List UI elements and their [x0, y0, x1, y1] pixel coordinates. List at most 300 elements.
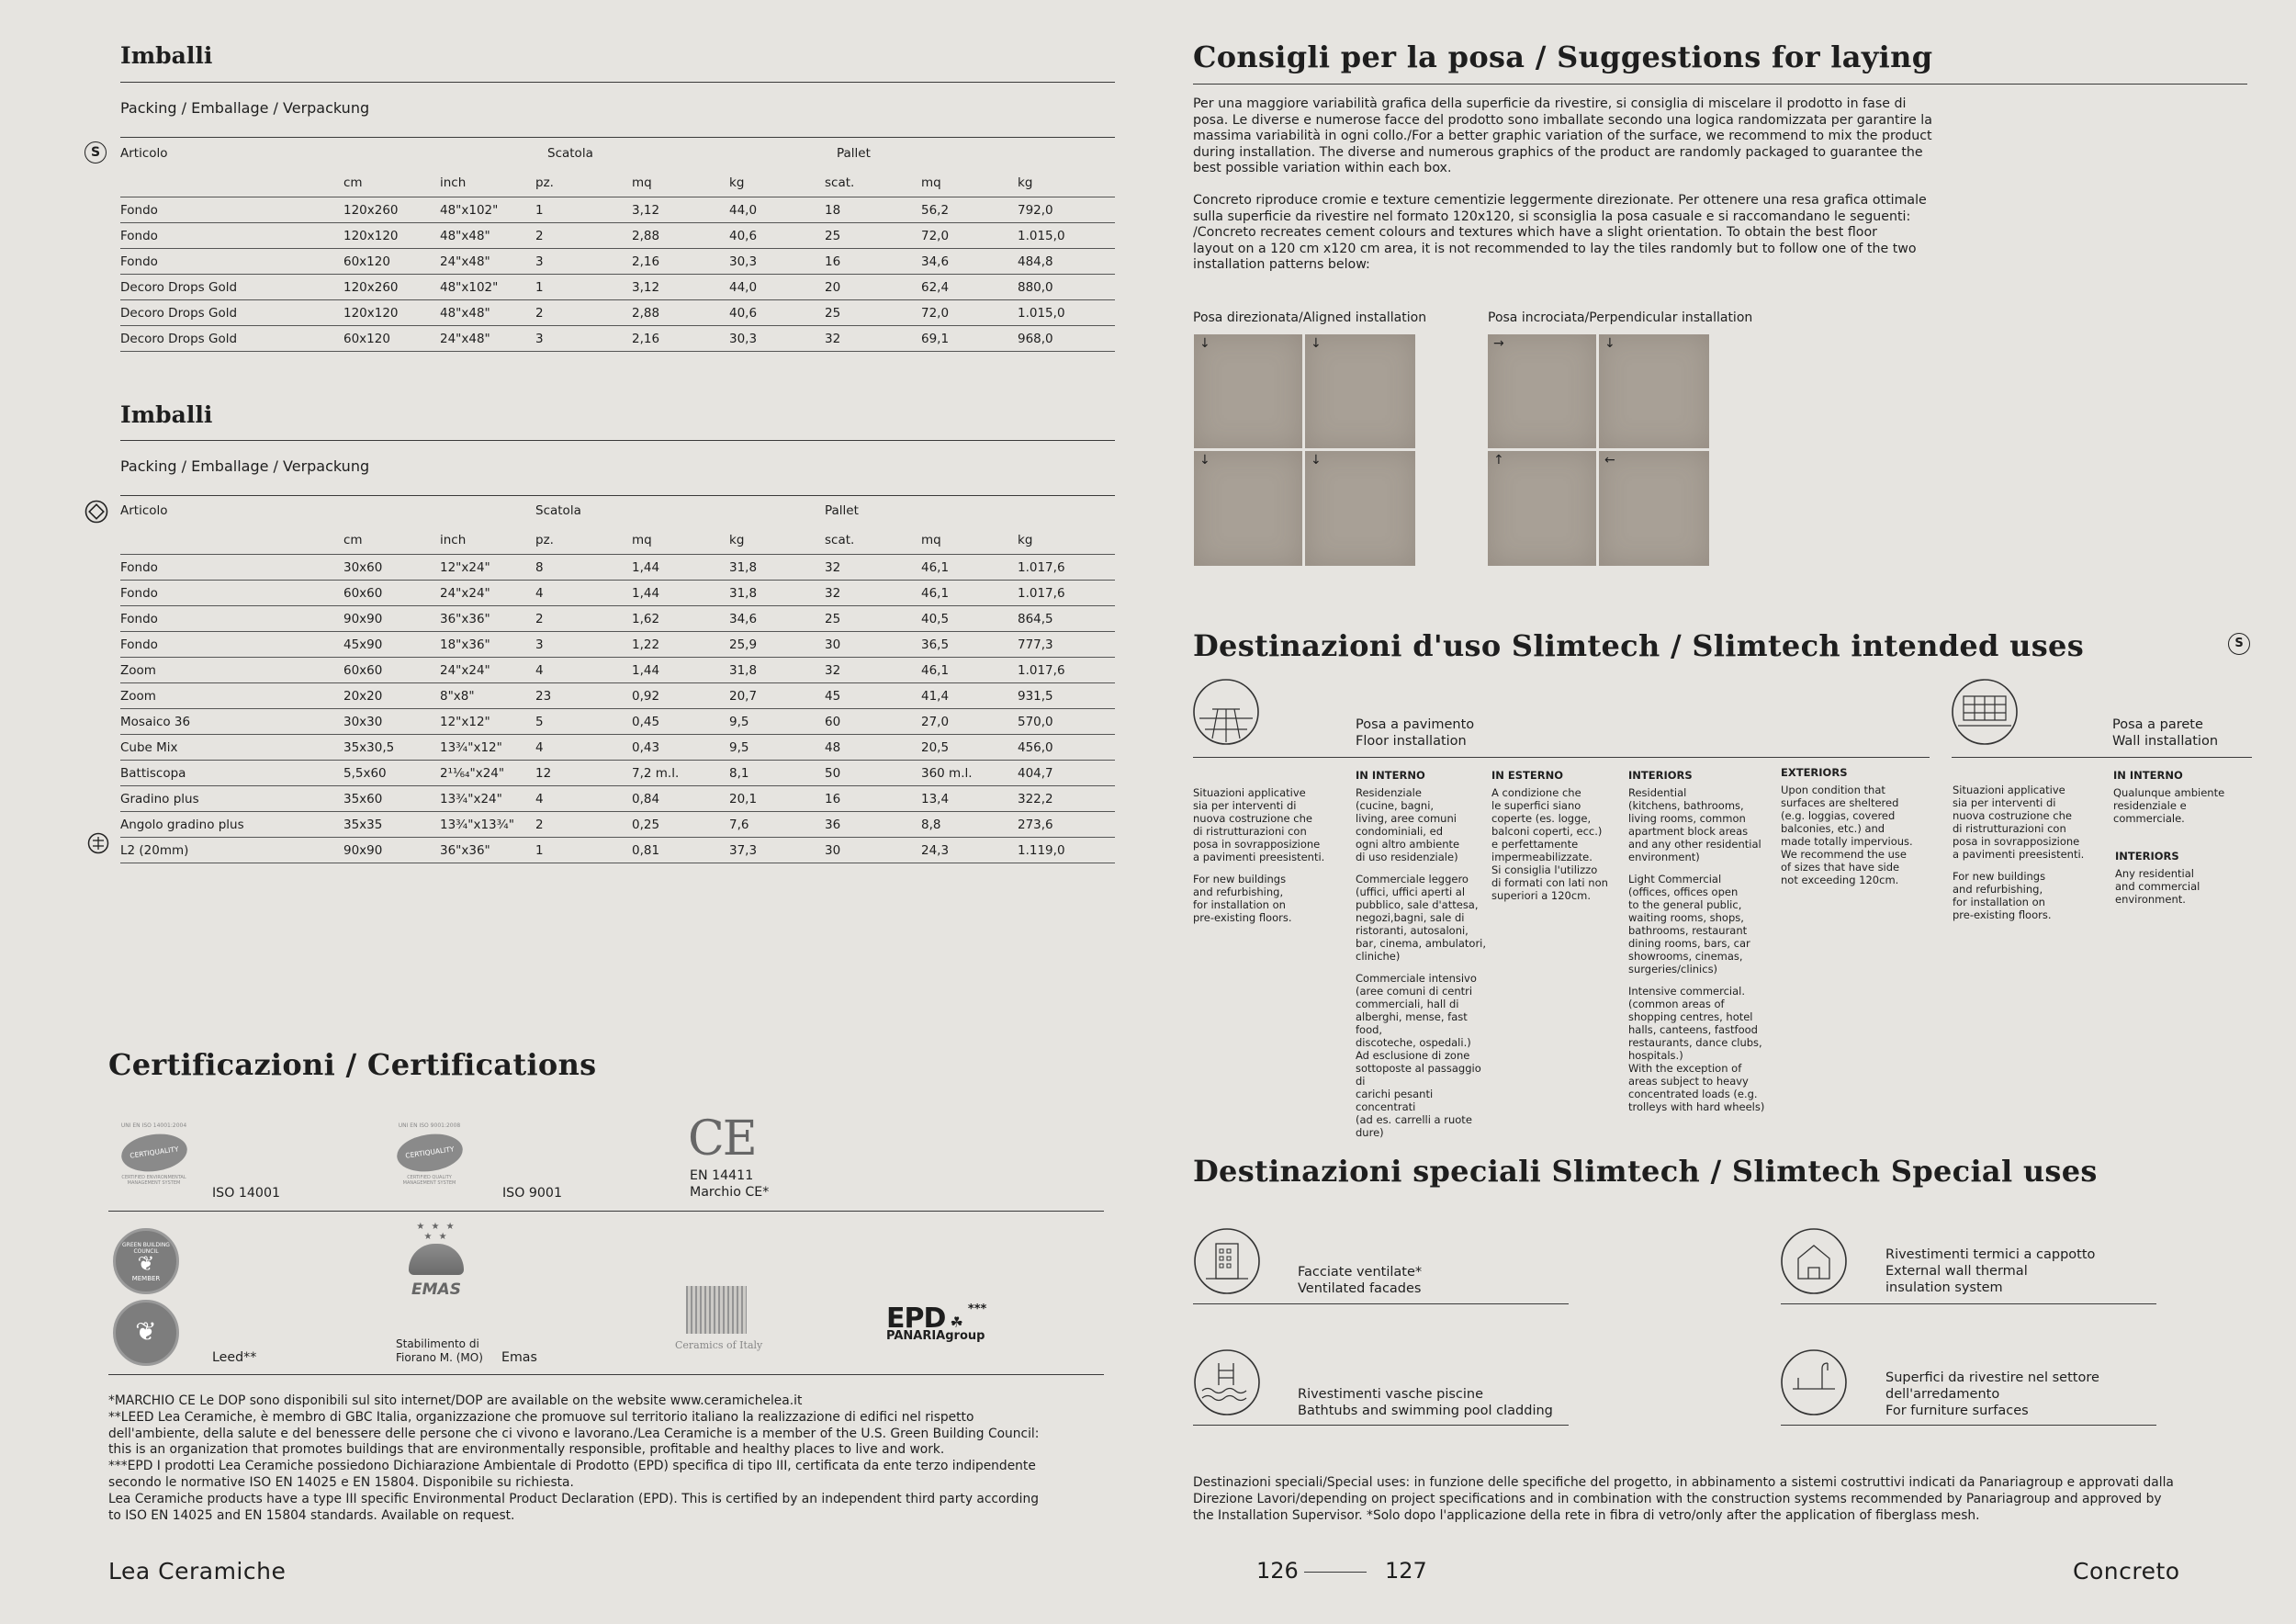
- note-line: Direzione Lavori/depending on project specifications and in combination with the construction systems recommended by Panariagroup and approved by: [1193, 1491, 2162, 1506]
- cell-value: 40,6: [729, 300, 825, 326]
- certiquality-logo-9001: UNI EN ISO 9001:2008 CERTIQUALITY CERTIFIED QUALITY MANAGEMENT SYSTEM: [386, 1122, 473, 1186]
- label-line: For furniture surfaces: [1885, 1404, 2029, 1418]
- text-line: made totally impervious.: [1781, 835, 1913, 848]
- divider: [120, 440, 1115, 441]
- text-line: [1356, 963, 1493, 972]
- diamond-circle-icon: [84, 500, 108, 524]
- text-line: di ristrutturazioni con: [1193, 825, 1307, 838]
- cell-value: 13¾"x13¾": [440, 812, 535, 838]
- text-line: commerciali, hall di: [1356, 998, 1459, 1010]
- text-line: bar, cinema, ambulatori,: [1356, 937, 1487, 950]
- text-line: Intensive commercial.: [1628, 985, 1746, 998]
- cell-value: 60x120: [343, 249, 440, 275]
- certifications-title: Certificazioni / Certifications: [108, 1047, 597, 1082]
- text-line: nuova costruzione che: [1953, 809, 2072, 822]
- laying-title: Consigli per la posa / Suggestions for laying: [1193, 39, 1933, 74]
- col-heading: INTERIORS: [2115, 850, 2179, 863]
- cell-value: 45: [825, 683, 921, 709]
- cell-value: 60x60: [343, 658, 440, 683]
- text-line: and any other residential: [1628, 838, 1761, 851]
- cell-value: 404,7: [1018, 761, 1115, 786]
- paragraph-line: installation patterns below:: [1193, 257, 1370, 272]
- article-name: Battiscopa: [120, 761, 343, 786]
- article-name: Zoom: [120, 658, 343, 683]
- text-line: surgeries/clinics): [1628, 963, 1718, 976]
- cell-value: 18: [825, 197, 921, 223]
- uses-col-in-interno: [1356, 769, 1493, 1139]
- text-line: and refurbishing,: [1953, 883, 2043, 896]
- cell-value: 46,1: [921, 658, 1018, 683]
- table-row: [120, 275, 1115, 300]
- paragraph-line: during installation. The diverse and numerous graphics of the product are randomly packaged to guarantee the: [1193, 144, 1923, 160]
- text-line: cliniche): [1356, 950, 1401, 963]
- cell-value: 0,45: [632, 709, 729, 735]
- logo-caption: UNI EN ISO 9001:2008: [398, 1122, 461, 1129]
- cell-value: 1,44: [632, 555, 729, 581]
- iso14001-label: ISO 14001: [212, 1186, 280, 1201]
- text-line: carichi pesanti concentrati: [1356, 1088, 1434, 1113]
- text-line: Commerciale intensivo: [1356, 972, 1477, 985]
- cell-value: 484,8: [1018, 249, 1115, 275]
- cell-value: 30: [825, 632, 921, 658]
- article-name: Decoro Drops Gold: [120, 275, 343, 300]
- laying-paragraph-2: [1193, 193, 1983, 274]
- text-line: We recommend the use: [1781, 848, 1907, 861]
- cell-value: 30: [825, 838, 921, 863]
- text-line: alberghi, mense, fast food,: [1356, 1010, 1468, 1036]
- table-row: [120, 761, 1115, 786]
- arrow-down-icon: ↓: [1199, 336, 1210, 351]
- text-line: [1628, 976, 1775, 985]
- packing-table-2: [120, 495, 1115, 863]
- col-heading: EXTERIORS: [1781, 766, 1848, 779]
- packing-table-1: [120, 138, 1115, 352]
- text-line: trolleys with hard wheels): [1628, 1100, 1765, 1113]
- cell-value: 120x260: [343, 275, 440, 300]
- article-name: Fondo: [120, 555, 343, 581]
- brand-footer: Lea Ceramiche: [108, 1558, 287, 1585]
- label-line: Posa a pavimento: [1356, 717, 1475, 732]
- cell-value: 880,0: [1018, 275, 1115, 300]
- cell-value: 0,81: [632, 838, 729, 863]
- cell-value: 31,8: [729, 555, 825, 581]
- article-name: Fondo: [120, 197, 343, 223]
- cell-value: 1.017,6: [1018, 555, 1115, 581]
- wall-installation-icon: [1951, 678, 2019, 746]
- cell-value: 4: [535, 786, 632, 812]
- cell-value: 3: [535, 632, 632, 658]
- text-line: sia per interventi di: [1953, 796, 2056, 809]
- cell-value: 46,1: [921, 581, 1018, 606]
- table-row: [120, 223, 1115, 249]
- text-line: (kitchens, bathrooms,: [1628, 799, 1744, 812]
- article-name: Decoro Drops Gold: [120, 326, 343, 352]
- cell-value: 0,43: [632, 735, 729, 761]
- article-name: Fondo: [120, 606, 343, 632]
- divider: [1781, 1425, 2156, 1426]
- cell-value: 0,25: [632, 812, 729, 838]
- cell-value: 120x120: [343, 223, 440, 249]
- cell-value: 0,92: [632, 683, 729, 709]
- text-line: balconies, etc.) and: [1781, 822, 1885, 835]
- page-divider: [1304, 1572, 1367, 1573]
- gbc-member-logo: GREEN BUILDING COUNCIL ❦ MEMBER: [113, 1228, 179, 1294]
- slimtech-s-icon: S: [2228, 633, 2250, 655]
- cell-value: 56,2: [921, 197, 1018, 223]
- unit-label: kg: [729, 533, 745, 547]
- text-line: living rooms, common: [1628, 812, 1746, 825]
- divider: [120, 82, 1115, 83]
- cell-value: 48"x102": [440, 275, 535, 300]
- emas-label: Emas: [501, 1350, 537, 1365]
- cell-value: 24"x24": [440, 658, 535, 683]
- label-line: insulation system: [1885, 1280, 2003, 1295]
- cell-value: 5,5x60: [343, 761, 440, 786]
- unit-label: kg: [729, 175, 745, 190]
- epd-stars: ***: [967, 1303, 987, 1316]
- text-line: [1953, 861, 2099, 870]
- packing-title-1: Imballi: [120, 42, 213, 69]
- article-name: Fondo: [120, 249, 343, 275]
- cell-value: 570,0: [1018, 709, 1115, 735]
- cell-value: 13¾"x24": [440, 786, 535, 812]
- arrow-down-icon: ↓: [1311, 453, 1322, 468]
- label-line: Ventilated facades: [1298, 1281, 1422, 1296]
- tile-aligned-2: [1305, 334, 1415, 448]
- text-line: [1193, 863, 1340, 873]
- cell-value: 32: [825, 581, 921, 606]
- text-line: Light Commercial: [1628, 873, 1722, 885]
- tile-perp-2: [1599, 334, 1709, 448]
- collection-name: Concreto: [2073, 1558, 2180, 1585]
- cell-value: 90x90: [343, 838, 440, 863]
- cell-value: 13,4: [921, 786, 1018, 812]
- divider: [1193, 1425, 1569, 1426]
- cell-value: 931,5: [1018, 683, 1115, 709]
- text-line: hospitals.): [1628, 1049, 1683, 1062]
- floor-installation-icon: [1192, 678, 1260, 746]
- cell-value: 2,88: [632, 300, 729, 326]
- table-row: [120, 658, 1115, 683]
- gbc-italia-logo: ❦: [113, 1300, 179, 1366]
- cell-value: 7,2 m.l.: [632, 761, 729, 786]
- uses-col-exteriors: [1781, 766, 1928, 886]
- label-line: Wall installation: [2112, 734, 2219, 749]
- cell-value: 50: [825, 761, 921, 786]
- table-row: [120, 555, 1115, 581]
- text-line: posa in sovrapposizione: [1193, 838, 1321, 851]
- unit-label: mq: [632, 175, 652, 190]
- cell-value: 792,0: [1018, 197, 1115, 223]
- text-line: For new buildings: [1953, 870, 2046, 883]
- cell-value: 13¾"x12": [440, 735, 535, 761]
- arrow-down-icon: ↓: [1311, 336, 1322, 351]
- cell-value: 864,5: [1018, 606, 1115, 632]
- col-articolo: Articolo: [120, 503, 168, 518]
- floor-installation-label: [1356, 716, 1474, 750]
- text-line: dining rooms, bars, car: [1628, 937, 1750, 950]
- text-line: Situazioni applicative: [1953, 784, 2065, 796]
- page-number-left: 126: [1256, 1558, 1299, 1584]
- paragraph-line: posa. Le diverse e numerose facce del prodotto sono imballate secondo una logica randomizzata per garantire la: [1193, 112, 1932, 128]
- cell-value: 30x30: [343, 709, 440, 735]
- cell-value: 5: [535, 709, 632, 735]
- en14411-label: EN 14411: [690, 1168, 754, 1183]
- cell-value: 25: [825, 223, 921, 249]
- cell-value: 456,0: [1018, 735, 1115, 761]
- text-line: environment.: [2115, 893, 2186, 906]
- stabilimento-line: Stabilimento di: [396, 1337, 479, 1350]
- text-line: condominiali, ed: [1356, 825, 1443, 838]
- cell-value: 360 m.l.: [921, 761, 1018, 786]
- text-line: pre-existing floors.: [1193, 911, 1292, 924]
- cell-value: 1,62: [632, 606, 729, 632]
- divider: [1193, 1303, 1569, 1304]
- cell-value: 1: [535, 838, 632, 863]
- label-line: External wall thermal: [1885, 1264, 2028, 1279]
- text-line: Residenziale: [1356, 786, 1422, 799]
- cell-value: 90x90: [343, 606, 440, 632]
- footnote-line: this is an organization that promotes buildings that are environmentally responsible, profitable and healthy places to live and work.: [108, 1442, 945, 1458]
- label-line: Posa a parete: [2112, 717, 2203, 732]
- uses-col-floor-general: [1193, 786, 1340, 924]
- cell-value: 1.015,0: [1018, 300, 1115, 326]
- text-line: posa in sovrapposizione: [1953, 835, 2080, 848]
- cell-value: 27,0: [921, 709, 1018, 735]
- text-line: discoteche, ospedali.): [1356, 1036, 1471, 1049]
- col-heading: INTERIORS: [1628, 769, 1693, 782]
- col-heading: IN INTERNO: [2113, 769, 2183, 782]
- cell-value: 62,4: [921, 275, 1018, 300]
- cell-value: 8,8: [921, 812, 1018, 838]
- page-number-right: 127: [1385, 1558, 1427, 1584]
- article-name: Gradino plus: [120, 786, 343, 812]
- arrow-down-icon: ↓: [1604, 336, 1615, 351]
- cell-value: 25: [825, 300, 921, 326]
- logo-caption: EMAS: [411, 1280, 461, 1299]
- article-name: Angolo gradino plus: [120, 812, 343, 838]
- label-line: dell'arredamento: [1885, 1387, 2000, 1402]
- footnote-line: secondo le normative ISO EN 14025 e EN 15804. Disponibile su richiesta.: [108, 1474, 574, 1490]
- cell-value: 35x35: [343, 812, 440, 838]
- furniture-surface-icon: [1780, 1348, 1848, 1416]
- cell-value: 45x90: [343, 632, 440, 658]
- leed-label: Leed**: [212, 1350, 257, 1365]
- cell-value: 1.119,0: [1018, 838, 1115, 863]
- cell-value: 20,5: [921, 735, 1018, 761]
- text-line: living, aree comuni: [1356, 812, 1457, 825]
- furniture-surface-label: [1885, 1370, 2099, 1419]
- stabilimento-line: Fiorano M. (MO): [396, 1351, 483, 1364]
- cell-value: 34,6: [921, 249, 1018, 275]
- tile-perp-4: [1599, 451, 1709, 566]
- unit-label: pz.: [535, 533, 554, 547]
- cell-value: 25: [825, 606, 921, 632]
- thickness-icon: [87, 832, 109, 854]
- paragraph-line: Concreto riproduce cromie e texture cementizie leggermente direzionate. Per ottenere una resa grafica ottimale: [1193, 193, 1927, 208]
- table-row: [120, 326, 1115, 352]
- cell-value: 48"x102": [440, 197, 535, 223]
- cell-value: 12: [535, 761, 632, 786]
- cell-value: 120x120: [343, 300, 440, 326]
- cell-value: 40,6: [729, 223, 825, 249]
- cell-value: 2,16: [632, 326, 729, 352]
- logo-badge: CERTIQUALITY: [394, 1130, 465, 1176]
- label-line: Rivestimenti termici a cappotto: [1885, 1247, 2096, 1262]
- cell-value: 72,0: [921, 223, 1018, 249]
- table-row: [120, 249, 1115, 275]
- cell-value: 48"x48": [440, 300, 535, 326]
- uses-col-interiors: [1628, 769, 1775, 1113]
- text-line: nuova costruzione che: [1193, 812, 1312, 825]
- cell-value: 25,9: [729, 632, 825, 658]
- thermal-insulation-label: [1885, 1246, 2095, 1296]
- unit-label: mq: [632, 533, 652, 547]
- logo-caption: Ceramics of Italy: [675, 1339, 763, 1351]
- text-line: for installation on: [1953, 896, 2045, 908]
- divider: [108, 1211, 1104, 1212]
- col-heading: IN ESTERNO: [1491, 769, 1564, 782]
- cell-value: 24"x48": [440, 249, 535, 275]
- divider: [1781, 1303, 2156, 1304]
- cell-value: 4: [535, 735, 632, 761]
- text-line: (common areas of: [1628, 998, 1725, 1010]
- article-name: Fondo: [120, 581, 343, 606]
- cell-value: 24,3: [921, 838, 1018, 863]
- cell-value: 20,1: [729, 786, 825, 812]
- text-line: For new buildings: [1193, 873, 1287, 885]
- text-line: pre-existing floors.: [1953, 908, 2052, 921]
- cell-value: 37,3: [729, 838, 825, 863]
- text-line: pubblico, sale d'attesa,: [1356, 898, 1479, 911]
- stabilimento-label: [396, 1337, 483, 1365]
- arrow-down-icon: ↓: [1199, 453, 1210, 468]
- label-line: Facciate ventilate*: [1298, 1265, 1423, 1280]
- text-line: (ad es. carrelli a ruote dure): [1356, 1113, 1472, 1139]
- cell-value: 3: [535, 249, 632, 275]
- unit-label: cm: [343, 175, 363, 190]
- text-line: superiori a 120cm.: [1491, 889, 1592, 902]
- perpendicular-caption: Posa incrociata/Perpendicular installation: [1488, 310, 1753, 325]
- article-name: Zoom: [120, 683, 343, 709]
- footnote-line: **LEED Lea Ceramiche, è membro di GBC Italia, organizzazione che promuove sul territorio italiano la realizzazione di edifici nel rispetto: [108, 1409, 974, 1425]
- cell-value: 16: [825, 249, 921, 275]
- cell-value: 2,16: [632, 249, 729, 275]
- text-line: ogni altro ambiente: [1356, 838, 1460, 851]
- cell-value: 35x30,5: [343, 735, 440, 761]
- col-scatola: Scatola: [547, 146, 593, 161]
- text-line: commerciale.: [2113, 812, 2185, 825]
- cell-value: 36"x36": [440, 838, 535, 863]
- text-line: waiting rooms, shops,: [1628, 911, 1744, 924]
- text-line: (cucine, bagni,: [1356, 799, 1435, 812]
- cell-value: 8,1: [729, 761, 825, 786]
- table-row: [120, 812, 1115, 838]
- text-line: negozi,bagni, sale di: [1356, 911, 1465, 924]
- wall-installation-label: [2112, 716, 2218, 750]
- unit-label: inch: [440, 175, 467, 190]
- epd-panaria-logo: EPD ☘ *** PANARIAgroup: [886, 1303, 987, 1343]
- paragraph-line: /Concreto recreates cement colours and textures which have a slight orientation. To obtain the best floor: [1193, 225, 1877, 240]
- text-line: a pavimenti preesistenti.: [1953, 848, 2085, 861]
- text-line: coperte (es. logge,: [1491, 812, 1592, 825]
- article-name: Decoro Drops Gold: [120, 300, 343, 326]
- cell-value: 35x60: [343, 786, 440, 812]
- cell-value: 777,3: [1018, 632, 1115, 658]
- col-heading: IN INTERNO: [1356, 769, 1425, 782]
- cell-value: 60x60: [343, 581, 440, 606]
- cell-value: 23: [535, 683, 632, 709]
- arrow-right-icon: →: [1493, 336, 1504, 351]
- label-line: Floor installation: [1356, 734, 1467, 749]
- unit-label: mq: [921, 533, 941, 547]
- text-line: showrooms, cinemas,: [1628, 950, 1743, 963]
- cell-value: 1.017,6: [1018, 658, 1115, 683]
- ventilated-facade-icon: [1193, 1227, 1261, 1295]
- text-line: Qualunque ambiente: [2113, 786, 2225, 799]
- panaria-text: PANARIAgroup: [886, 1329, 985, 1343]
- text-line: halls, canteens, fastfood: [1628, 1023, 1758, 1036]
- cell-value: 41,4: [921, 683, 1018, 709]
- paragraph-line: massima variabilità in ogni collo./For a better graphic variation of the surface, we recommend to mix the product: [1193, 129, 1932, 143]
- cell-value: 30,3: [729, 249, 825, 275]
- divider: [1193, 757, 1930, 758]
- cell-value: 18"x36": [440, 632, 535, 658]
- paragraph-line: Per una maggiore variabilità grafica della superficie da rivestire, si consiglia di miscelare il prodotto in fase di: [1193, 96, 1907, 111]
- unit-label: inch: [440, 533, 467, 547]
- paragraph-line: best possible variation within each box.: [1193, 161, 1452, 175]
- ce-mark-icon: CE: [688, 1111, 756, 1167]
- table-row: [120, 735, 1115, 761]
- logo-badge: CERTIQUALITY: [118, 1130, 189, 1176]
- text-line: Any residential: [2115, 867, 2194, 880]
- table-row: [120, 581, 1115, 606]
- cell-value: 24"x48": [440, 326, 535, 352]
- cell-value: 20,7: [729, 683, 825, 709]
- cell-value: 9,5: [729, 709, 825, 735]
- article-name: Fondo: [120, 223, 343, 249]
- unit-label: kg: [1018, 175, 1033, 190]
- cell-value: 8: [535, 555, 632, 581]
- text-line: (e.g. loggias, covered: [1781, 809, 1896, 822]
- cell-value: 1.017,6: [1018, 581, 1115, 606]
- ceramics-of-italy-logo: [675, 1286, 767, 1359]
- text-line: not exceeding 120cm.: [1781, 874, 1899, 886]
- col-pallet: Pallet: [837, 146, 871, 161]
- thermal-insulation-icon: [1780, 1227, 1848, 1295]
- text-line: balconi coperti, ecc.): [1491, 825, 1603, 838]
- cell-value: 4: [535, 658, 632, 683]
- text-line: [1356, 863, 1493, 873]
- text-line: concentrated loads (e.g.: [1628, 1088, 1758, 1100]
- cell-value: 4: [535, 581, 632, 606]
- col-scatola: Scatola: [535, 503, 581, 518]
- cell-value: 1: [535, 197, 632, 223]
- cell-value: 31,8: [729, 581, 825, 606]
- cell-value: 968,0: [1018, 326, 1115, 352]
- text-line: With the exception of: [1628, 1062, 1742, 1075]
- cell-value: 3,12: [632, 275, 729, 300]
- cell-value: 24"x24": [440, 581, 535, 606]
- aligned-caption: Posa direzionata/Aligned installation: [1193, 310, 1427, 325]
- cell-value: 48: [825, 735, 921, 761]
- table-row: [120, 606, 1115, 632]
- special-uses-note: [1193, 1475, 2277, 1524]
- cell-value: 60x120: [343, 326, 440, 352]
- text-line: Upon condition that: [1781, 784, 1885, 796]
- text-line: (aree comuni di centri: [1356, 985, 1473, 998]
- paragraph-line: sulla superficie da rivestire nel formato 120x120, si sconsiglia la posa casuale e si raccomandano le seguenti:: [1193, 209, 1911, 224]
